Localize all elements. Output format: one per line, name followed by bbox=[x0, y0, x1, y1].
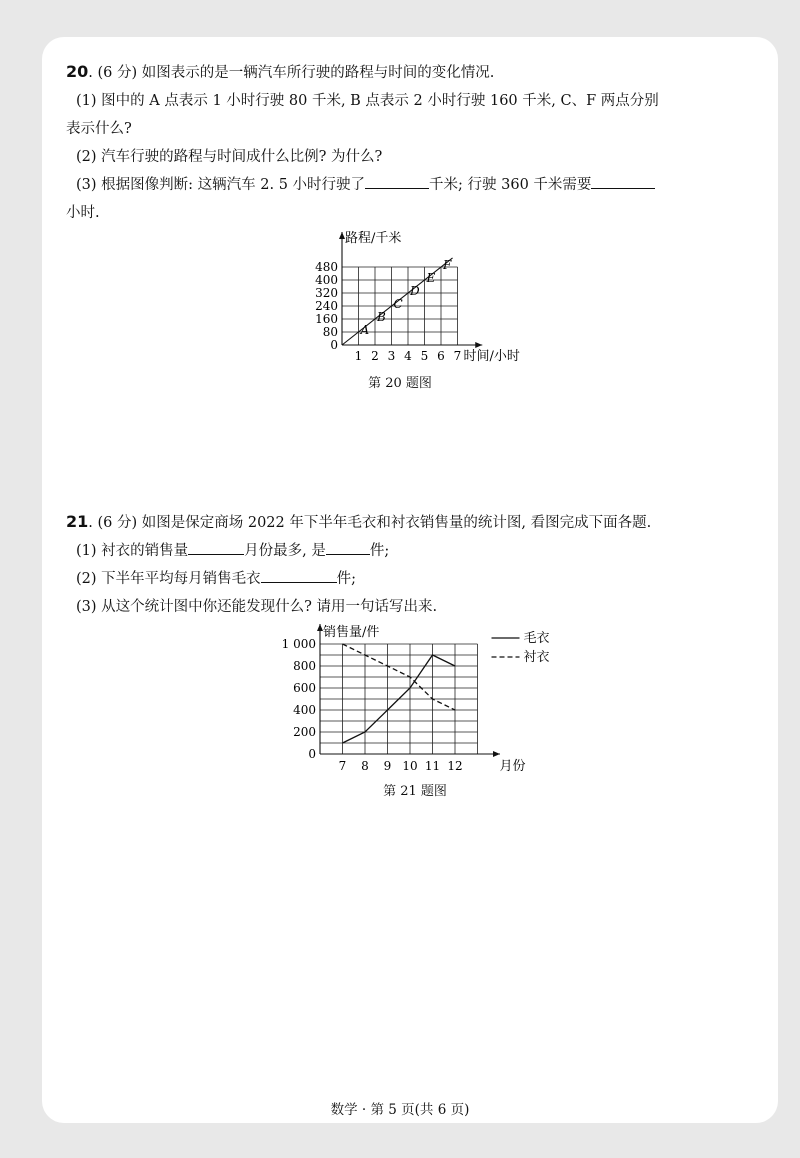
x-tick-label: 7 bbox=[453, 349, 462, 363]
part-3-text-b: 千米; 行驶 360 千米需要 bbox=[429, 177, 592, 193]
y-tick-label: 80 bbox=[322, 325, 338, 339]
y-tick-label: 480 bbox=[315, 260, 338, 274]
y-tick-label: 200 bbox=[293, 725, 316, 739]
part-1-text-a: (1) 衬衣的销售量 bbox=[76, 543, 189, 559]
point-label: A bbox=[360, 323, 370, 337]
figure-caption-21: 第 21 题图 bbox=[383, 784, 447, 799]
chart-20 bbox=[300, 228, 530, 368]
y-axis-label: 销售量/件 bbox=[323, 625, 380, 640]
y-tick-label: 240 bbox=[315, 299, 338, 313]
answer-blank-hours[interactable] bbox=[591, 172, 655, 189]
point-label: D bbox=[410, 284, 420, 298]
question-number: 21 bbox=[66, 512, 89, 531]
x-tick-label: 1 bbox=[354, 349, 363, 363]
answer-blank-distance[interactable] bbox=[365, 172, 429, 189]
part-3: (3) 从这个统计图中你还能发现什么? 请用一句话写出来. bbox=[76, 599, 438, 615]
x-tick-label: 10 bbox=[402, 759, 418, 773]
part-1-line-2: 表示什么? bbox=[66, 121, 132, 137]
answer-blank-count[interactable] bbox=[326, 538, 370, 555]
point-label: F bbox=[443, 258, 452, 272]
question-21 bbox=[66, 508, 746, 621]
y-axis-label: 路程/千米 bbox=[345, 231, 402, 246]
y-tick-label: 400 bbox=[293, 703, 316, 717]
x-axis-label: 时间/小时 bbox=[463, 349, 520, 364]
answer-blank-month[interactable] bbox=[188, 538, 244, 555]
x-axis-label: 月份 bbox=[499, 759, 526, 774]
part-2-text-b: 件; bbox=[336, 571, 357, 587]
part-1-text-c: 件; bbox=[369, 543, 390, 559]
y-tick-label: 1 000 bbox=[281, 637, 316, 651]
question-20 bbox=[66, 58, 746, 227]
y-tick-label: 400 bbox=[315, 273, 338, 287]
point-label: B bbox=[377, 310, 386, 324]
part-3-text-c: 小时. bbox=[66, 205, 100, 221]
x-tick-label: 5 bbox=[420, 349, 429, 363]
y-tick-label: 320 bbox=[315, 286, 338, 300]
part-2: (2) 汽车行驶的路程与时间成什么比例? 为什么? bbox=[76, 149, 383, 165]
question-number: 20 bbox=[66, 62, 89, 81]
x-tick-label: 2 bbox=[371, 349, 379, 363]
question-stem: . (6 分) 如图表示的是一辆汽车所行驶的路程与时间的变化情况. bbox=[88, 65, 495, 81]
legend-label: 衬衣 bbox=[523, 650, 550, 665]
point-label: E bbox=[426, 271, 436, 285]
part-1-line-1: (1) 图中的 A 点表示 1 小时行驶 80 千米, B 点表示 2 小时行驶 160 千米, C、F 两点分别 bbox=[76, 93, 659, 109]
x-axis-arrow bbox=[475, 342, 482, 348]
part-2-text-a: (2) 下半年平均每月销售毛衣 bbox=[76, 571, 261, 587]
y-tick-label: 600 bbox=[293, 681, 316, 695]
part-1-text-b: 月份最多, 是 bbox=[244, 543, 326, 559]
x-tick-label: 8 bbox=[361, 759, 369, 773]
x-tick-label: 9 bbox=[383, 759, 392, 773]
chart-21 bbox=[278, 620, 558, 778]
part-3-text-a: (3) 根据图像判断: 这辆汽车 2. 5 小时行驶了 bbox=[76, 177, 366, 193]
answer-blank-average[interactable] bbox=[261, 566, 337, 583]
question-stem: . (6 分) 如图是保定商场 2022 年下半年毛衣和衬衣销售量的统计图, 看图完成下面各题. bbox=[88, 515, 652, 531]
y-tick-label: 160 bbox=[315, 312, 338, 326]
y-tick-label: 0 bbox=[330, 338, 338, 352]
y-tick-label: 0 bbox=[308, 747, 316, 761]
figure-caption-20: 第 20 题图 bbox=[368, 376, 432, 391]
legend-label: 毛衣 bbox=[523, 631, 550, 646]
x-tick-label: 6 bbox=[437, 349, 445, 363]
x-tick-label: 12 bbox=[447, 759, 463, 773]
x-tick-label: 7 bbox=[338, 759, 347, 773]
x-axis-arrow bbox=[493, 751, 500, 757]
y-tick-label: 800 bbox=[293, 659, 316, 673]
page-footer: 数学 · 第 5 页(共 6 页) bbox=[330, 1102, 470, 1118]
point-label: C bbox=[393, 297, 403, 311]
x-tick-label: 4 bbox=[404, 349, 412, 363]
x-tick-label: 11 bbox=[424, 759, 441, 773]
x-tick-label: 3 bbox=[387, 349, 396, 363]
